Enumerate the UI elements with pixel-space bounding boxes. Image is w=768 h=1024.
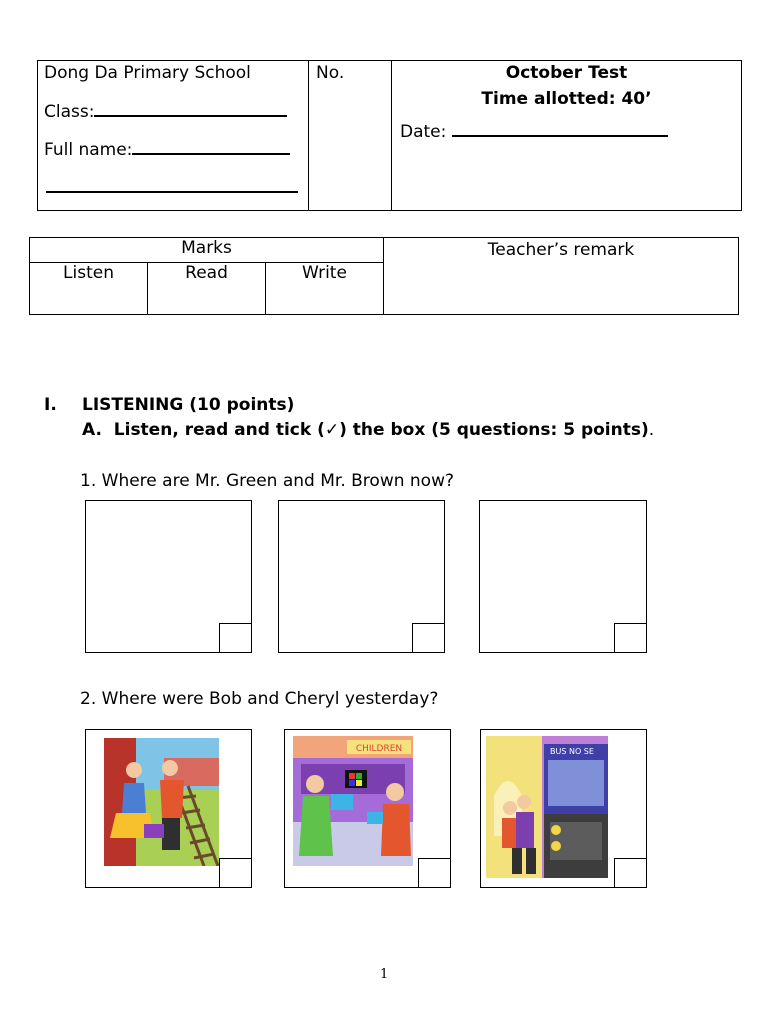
bus-sign: BUS NO SE (550, 747, 594, 756)
number-label: No. (316, 63, 345, 83)
q1-tick-box-3[interactable] (614, 623, 647, 653)
class-blank[interactable] (94, 101, 287, 117)
header-table (37, 60, 742, 211)
school-name: Dong Da Primary School (44, 63, 251, 83)
marks-read: Read (148, 263, 266, 315)
q2-option-3 (480, 729, 647, 888)
date-field[interactable]: Date: (400, 121, 668, 142)
teacher-remark-cell (384, 238, 739, 315)
q2-tick-box-2[interactable] (418, 858, 451, 888)
section-numeral: I. (44, 395, 57, 415)
part-a-instruction: A. Listen, read and tick (✓) the box (5 questions: 5 points). (82, 420, 655, 440)
student-info-cell (38, 61, 309, 211)
train-station-illustration (104, 738, 219, 866)
date-blank[interactable] (452, 121, 668, 137)
tick-mark-icon: ✓ (324, 420, 340, 440)
marks-listen: Listen (30, 263, 148, 315)
question-1: 1. Where are Mr. Green and Mr. Brown now? (80, 471, 455, 491)
marks-write: Write (266, 263, 384, 315)
test-title: October Test (505, 63, 628, 83)
fullname-field[interactable]: Full name: (44, 139, 290, 160)
q2-option-2 (284, 729, 451, 888)
fullname-blank-line2[interactable] (46, 191, 298, 193)
number-cell (309, 61, 392, 211)
q1-option-2 (278, 500, 445, 653)
page-number: 1 (380, 967, 389, 982)
marks-table (29, 237, 739, 315)
q1-tick-box-1[interactable] (219, 623, 252, 653)
q1-option-3 (479, 500, 647, 653)
bookshop-illustration (293, 736, 413, 866)
q2-tick-box-3[interactable] (614, 858, 647, 888)
class-field[interactable]: Class: (44, 101, 287, 122)
question-2: 2. Where were Bob and Cheryl yesterday? (80, 689, 439, 709)
fullname-blank[interactable] (132, 139, 290, 155)
section-title: LISTENING (10 points) (82, 395, 295, 415)
q1-option-1 (85, 500, 252, 653)
teacher-remark-label: Teacher’s remark (487, 240, 635, 260)
bookshop-sign: CHILDREN (355, 744, 403, 754)
marks-title: Marks (30, 238, 384, 263)
time-allotted: Time allotted: 40’ (481, 89, 652, 109)
bus-stop-illustration (486, 736, 608, 878)
test-info-cell (392, 61, 742, 211)
q2-option-1 (85, 729, 252, 888)
q2-tick-box-1[interactable] (219, 858, 252, 888)
q1-tick-box-2[interactable] (412, 623, 445, 653)
